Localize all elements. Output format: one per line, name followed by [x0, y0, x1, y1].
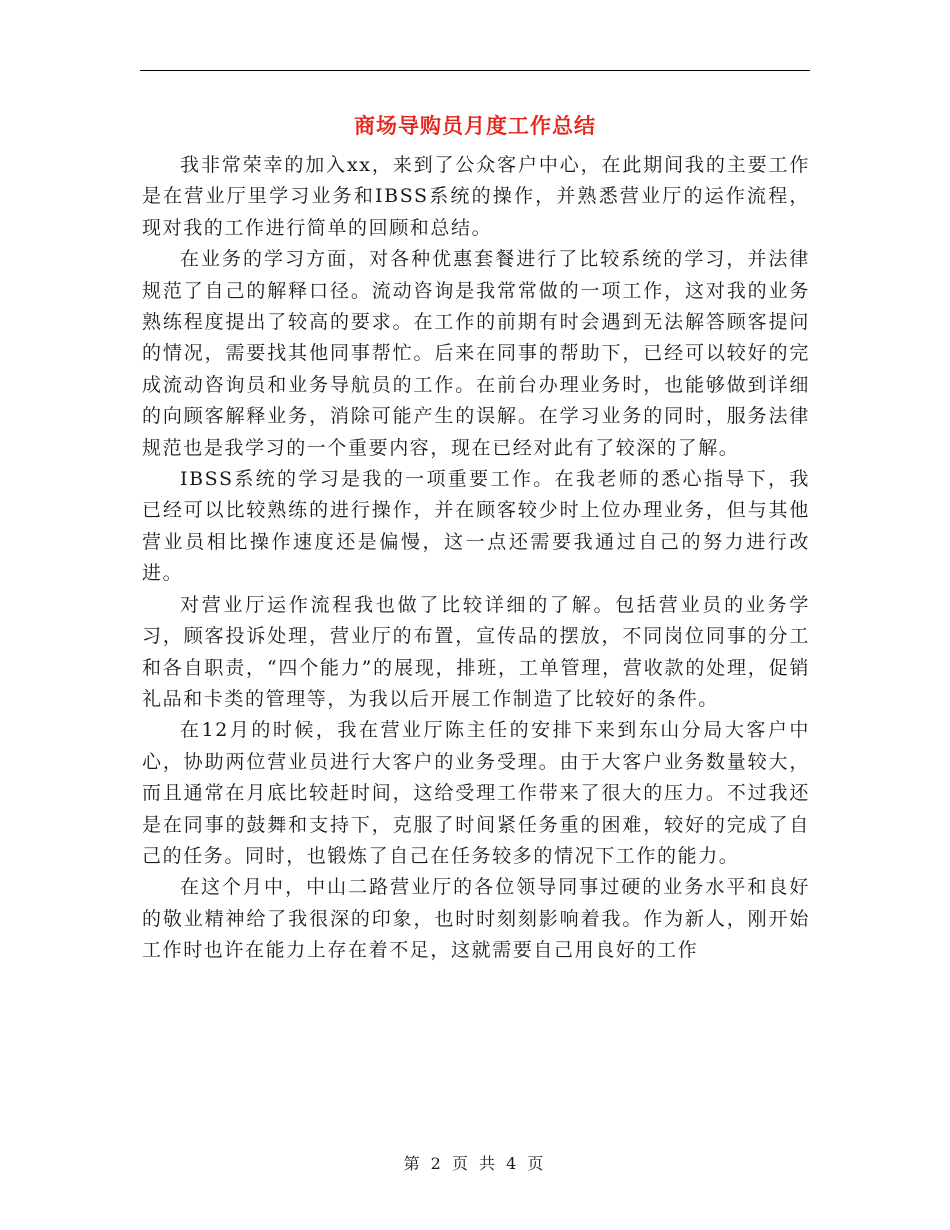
- header-rule: [140, 70, 810, 71]
- paragraph-2: 在业务的学习方面，对各种优惠套餐进行了比较系统的学习，并法律规范了自己的解释口径。流动咨询是我常常做的一项工作，这对我的业务熟练程度提出了较高的要求。在工作的前期有时会遇到无法解答顾客提问的情况，需要找其他同事帮忙。后来在同事的帮助下，已经可以较好的完成流动咨询员和业务导航员的工作。在前台办理业务时，也能够做到详细的向顾客解释业务，消除可能产生的误解。在学习业务的同时，服务法律规范也是我学习的一个重要内容，现在已经对此有了较深的了解。: [142, 248, 810, 459]
- document-body: [142, 150, 810, 967]
- paragraph-4: 对营业厅运作流程我也做了比较详细的了解。包括营业员的业务学习，顾客投诉处理，营业厅的布置，宣传品的摆放，不同岗位同事的分工和各自职责，“四个能力”的展现，排班，工单管理，营收款的处理，促销礼品和卡类的管理等，为我以后开展工作制造了比较好的条件。: [142, 593, 810, 710]
- paragraph-6: 在这个月中，中山二路营业厅的各位领导同事过硬的业务水平和良好的敬业精神给了我很深的印象，也时时刻刻影响着我。作为新人，刚开始工作时也许在能力上存在着不足，这就需要自己用良好的工作: [142, 876, 810, 962]
- paragraph-5: 在12月的时候，我在营业厅陈主任的安排下来到东山分局大客户中心，协助两位营业员进行大客户的业务受理。由于大客户业务数量较大，而且通常在月底比较赶时间，这给受理工作带来了很大的压力。不过我还是在同事的鼓舞和支持下，克服了时间紧任务重的困难，较好的完成了自己的任务。同时，也锻炼了自己在任务较多的情况下工作的能力。: [142, 719, 810, 867]
- paragraph-3: IBSS系统的学习是我的一项重要工作。在我老师的悉心指导下，我已经可以比较熟练的进行操作，并在顾客较少时上位办理业务，但与其他营业员相比操作速度还是偏慢，这一点还需要我通过自己的努力进行改进。: [142, 468, 810, 585]
- page-number: 第 2 页 共 4 页: [403, 1154, 547, 1173]
- paragraph-1: 我非常荣幸的加入xx，来到了公众客户中心，在此期间我的主要工作是在营业厅里学习业务和IBSS系统的操作，并熟悉营业厅的运作流程，现对我的工作进行简单的回顾和总结。: [142, 154, 810, 239]
- document-title: 商场导购员月度工作总结: [354, 113, 596, 138]
